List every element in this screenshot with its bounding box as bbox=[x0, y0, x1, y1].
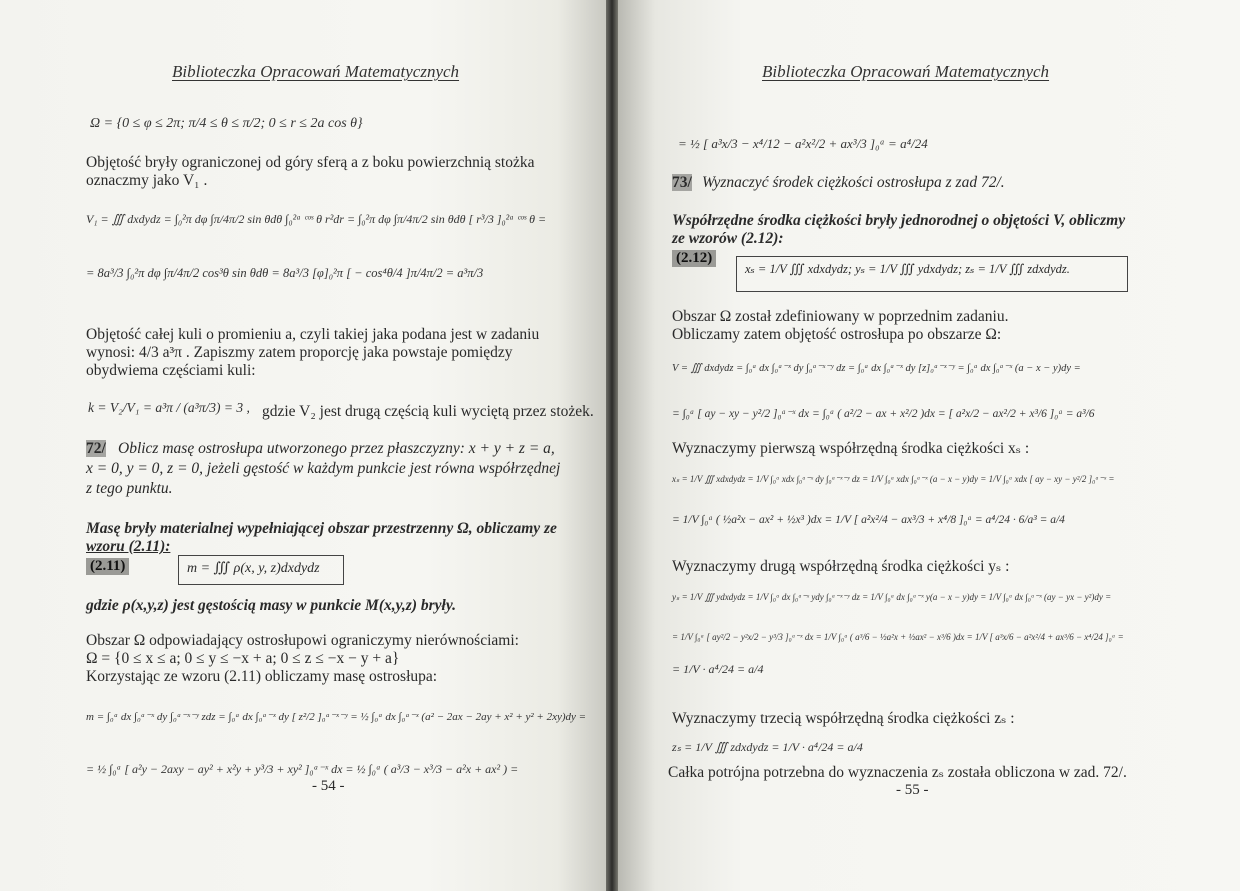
formula-box-2-11: m = ∭ ρ(x, y, z)dxdydz bbox=[178, 555, 344, 585]
omega-definition: Ω = {0 ≤ φ ≤ 2π; π/4 ≤ θ ≤ π/2; 0 ≤ r ≤ 2a cos θ} bbox=[90, 116, 363, 131]
paragraph-line: Obszar Ω został zdefiniowany w poprzednim zadaniu. bbox=[672, 308, 1009, 325]
book-gutter bbox=[606, 0, 618, 891]
equation-volume-line1: V = ∭ dxdydz = ∫₀ᵃ dx ∫₀ᵃ⁻ˣ dy ∫₀ᵃ⁻ˣ⁻ʸ dz = ∫₀ᵃ dx ∫₀ᵃ⁻ˣ dy [z]₀ᵃ⁻ˣ⁻ʸ = ∫₀ᵃ dx ∫₀ᵃ⁻ˣ (a − x − y)dy = bbox=[672, 363, 1081, 374]
bold-statement: gdzie ρ(x,y,z) jest gęstością masy w punkcie M(x,y,z) bryły. bbox=[86, 597, 457, 614]
task-72-text: Oblicz masę ostrosłupa utworzonego przez płaszczyzny: x + y + z = a, bbox=[118, 440, 555, 457]
page-header: Biblioteczka Opracowań Matematycznych bbox=[762, 62, 1050, 81]
paragraph-line: oznaczmy jako V₁ . bbox=[86, 172, 208, 189]
paragraph-line: Wyznaczymy drugą współrzędną środka ciężkości yₛ : bbox=[672, 558, 1010, 575]
paragraph-line: wynosi: 4/3 a³π . Zapiszmy zatem proporcję jaka powstaje pomiędzy bbox=[86, 344, 513, 361]
equation-xs-line2: = 1/V ∫₀ᵃ ( ½a²x − ax² + ½x³ )dx = 1/V [ a²x²/4 − ax³/3 + x⁴/8 ]₀ᵃ = a⁴/24 · 6/a³ = a/4 bbox=[672, 514, 1065, 526]
formula-tag-2-11: (2.11) bbox=[86, 558, 129, 575]
equation-ys-line2: = 1/V ∫₀ᵃ [ ay²/2 − y²x/2 − y³/3 ]₀ᵃ⁻ˣ dx = 1/V ∫₀ᵃ ( a³/6 − ½a²x + ½ax² − x³/6 )dx = 1/V [ a³x/6 − a²x²/4 + ax³/6 − x⁴/24 ]₀ᵃ = bbox=[672, 632, 1124, 642]
paragraph-line: gdzie V₂ jest drugą częścią kuli wyciętą przez stożek. bbox=[262, 403, 594, 420]
bold-statement: Współrzędne środka ciężkości bryły jednorodnej o objętości V, obliczmy bbox=[672, 212, 1126, 229]
equation-xs-line1: xₛ = 1/V ∭ xdxdydz = 1/V ∫₀ᵃ xdx ∫₀ᵃ⁻ˣ dy ∫₀ᵃ⁻ˣ⁻ʸ dz = 1/V ∫₀ᵃ xdx ∫₀ᵃ⁻ˣ (a − x − y)dy = 1/V ∫₀ᵃ xdx [ ay − xy − y²/2 ]₀ᵃ⁻ˣ = bbox=[672, 474, 1115, 484]
paragraph-line: Obszar Ω odpowiadający ostrosłupowi ograniczymy nierównościami: bbox=[86, 632, 519, 649]
equation-volume-line2: = ∫₀ᵃ [ ay − xy − y²/2 ]₀ᵃ⁻ˣ dx = ∫₀ᵃ ( a²/2 − ax + x²/2 )dx = [ a²x/2 − ax²/2 + x³/6 ]₀ᵃ = a³/6 bbox=[672, 408, 1095, 420]
task-number-72: 72/ bbox=[86, 440, 106, 457]
equation-k: k = V₂/V₁ = a³π / (a³π/3) = 3 , bbox=[88, 400, 250, 415]
equation-mass-line1: m = ∫₀ᵃ dx ∫₀ᵃ⁻ˣ dy ∫₀ᵃ⁻ˣ⁻ʸ zdz = ∫₀ᵃ dx ∫₀ᵃ⁻ˣ dy [ z²/2 ]₀ᵃ⁻ˣ⁻ʸ = ½ ∫₀ᵃ dx ∫₀ᵃ⁻ˣ (a² − 2ax − 2ay + x² + y² + 2xy)dy = bbox=[86, 711, 587, 723]
paragraph-line: obydwiema częściami kuli: bbox=[86, 362, 256, 379]
task-72-text: x = 0, y = 0, z = 0, jeżeli gęstość w każdym punkcie jest równa współrzędnej bbox=[86, 460, 561, 477]
paragraph-line: Całka potrójna potrzebna do wyznaczenia zₛ została obliczona w zad. 72/. bbox=[668, 764, 1127, 781]
paragraph-line: Wyznaczymy pierwszą współrzędną środka ciężkości xₛ : bbox=[672, 440, 1030, 457]
equation-mass-line2: = ½ ∫₀ᵃ [ a²y − 2axy − ay² + x²y + y³/3 + xy² ]₀ᵃ⁻ˣ dx = ½ ∫₀ᵃ ( a³/3 − x³/3 − a²x + ax² ) = bbox=[86, 762, 519, 776]
equation-top: = ½ [ a³x/3 − x⁴/12 − a²x²/2 + ax³/3 ]₀ᵃ = a⁴/24 bbox=[678, 136, 928, 151]
equation-ys-line3: = 1/V · a⁴/24 = a/4 bbox=[672, 662, 764, 676]
bold-statement: ze wzorów (2.12): bbox=[672, 230, 784, 247]
paragraph-line: Korzystając ze wzoru (2.11) obliczamy masę ostrosłupa: bbox=[86, 668, 438, 685]
formula-tag-2-12: (2.12) bbox=[672, 250, 716, 267]
paragraph-line: Ω = {0 ≤ x ≤ a; 0 ≤ y ≤ −x + a; 0 ≤ z ≤ −x − y + a} bbox=[86, 650, 400, 667]
page-header: Biblioteczka Opracowań Matematycznych bbox=[172, 62, 460, 81]
equation-v1-line1: V₁ = ∭ dxdydz = ∫₀²π dφ ∫π/4π/2 sin θdθ ∫₀²ᵃ ᶜᵒˢ θ r²dr = ∫₀²π dφ ∫π/4π/2 sin θdθ [ r³/3 ]₀²ᵃ ᶜᵒˢ θ = bbox=[86, 212, 547, 226]
left-page bbox=[0, 0, 606, 891]
equation-ys-line1: yₛ = 1/V ∭ ydxdydz = 1/V ∫₀ᵃ dx ∫₀ᵃ⁻ˣ ydy ∫₀ᵃ⁻ˣ⁻ʸ dz = 1/V ∫₀ᵃ dx ∫₀ᵃ⁻ˣ y(a − x − y)dy = 1/V ∫₀ᵃ dx ∫₀ᵃ⁻ˣ (ay − yx − y²)dy = bbox=[672, 592, 1112, 602]
task-73-text: Wyznaczyć środek ciężkości ostrosłupa z zad 72/. bbox=[702, 174, 1005, 191]
page-number: - 55 - bbox=[896, 782, 929, 798]
paragraph-line: Wyznaczymy trzecią współrzędną środka ciężkości zₛ : bbox=[672, 710, 1015, 727]
equation-zs: zₛ = 1/V ∭ zdxdydz = 1/V · a⁴/24 = a/4 bbox=[672, 740, 863, 754]
page-number: - 54 - bbox=[312, 778, 345, 794]
equation-v1-line2: = 8a³/3 ∫₀²π dφ ∫π/4π/2 cos³θ sin θdθ = 8a³/3 [φ]₀²π [ − cos⁴θ/4 ]π/4π/2 = a³π/3 bbox=[86, 266, 484, 280]
task-72-text: z tego punktu. bbox=[86, 480, 173, 497]
paragraph-line: Obliczamy zatem objętość ostrosłupa po obszarze Ω: bbox=[672, 326, 1002, 343]
paragraph-line: Objętość bryły ograniczonej od góry sferą a z boku powierzchnią stożka bbox=[86, 154, 535, 171]
bold-statement: Masę bryły materialnej wypełniającej obszar przestrzenny Ω, obliczamy ze bbox=[86, 520, 557, 537]
formula-box-2-12: xₛ = 1/V ∭ xdxdydz; yₛ = 1/V ∭ ydxdydz; zₛ = 1/V ∭ zdxdydz. bbox=[736, 256, 1128, 292]
paragraph-line: Objętość całej kuli o promieniu a, czyli takiej jaka podana jest w zadaniu bbox=[86, 326, 540, 343]
right-page bbox=[618, 0, 1240, 891]
bold-statement: wzoru (2.11): bbox=[86, 538, 171, 555]
task-number-73: 73/ bbox=[672, 174, 692, 191]
